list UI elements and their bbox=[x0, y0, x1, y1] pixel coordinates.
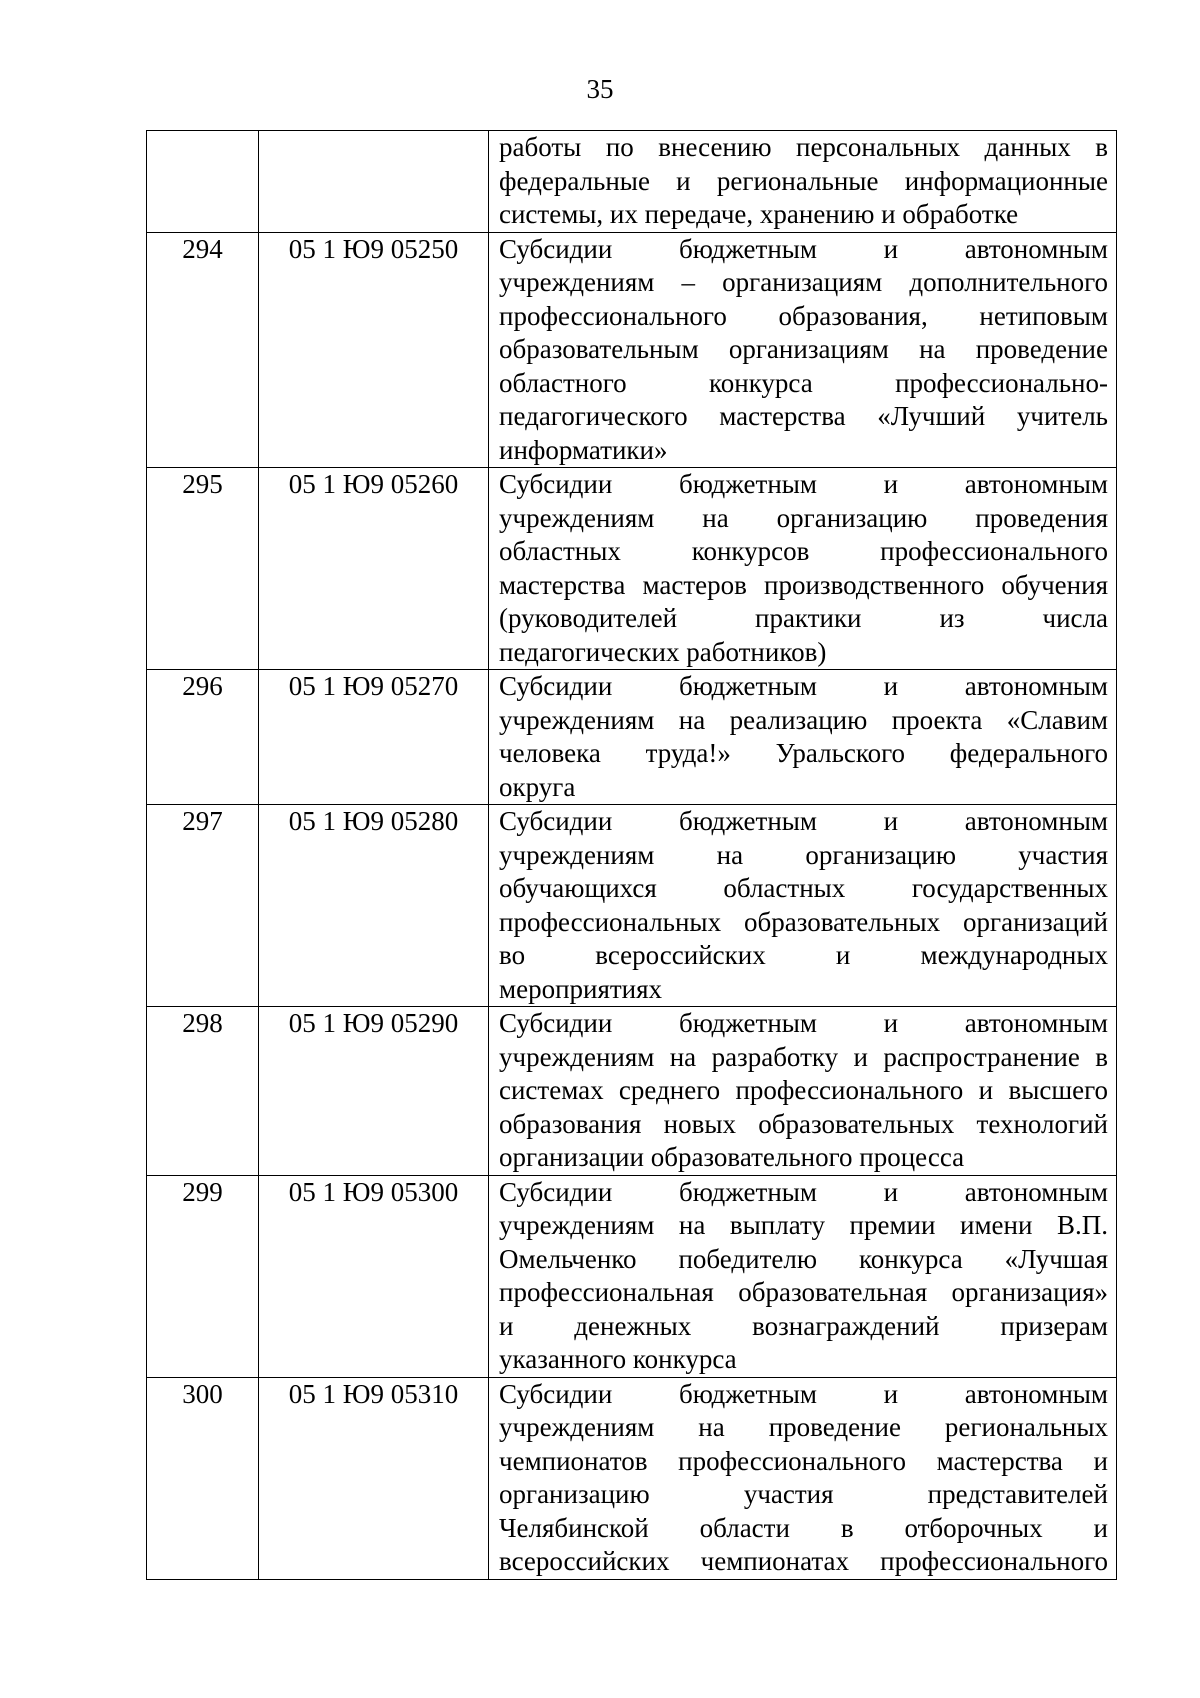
row-number-cell: 295 bbox=[147, 468, 259, 670]
description-line: мастерства мастеров производственного обучения bbox=[499, 569, 1108, 600]
row-number-cell: 300 bbox=[147, 1377, 259, 1579]
description-line: профессиональных образовательных организаций bbox=[499, 906, 1108, 937]
description-line: областного конкурса профессионально- bbox=[499, 367, 1108, 398]
table-row bbox=[147, 670, 1117, 805]
budget-code-cell: 05 1 Ю9 05250 bbox=[259, 232, 489, 468]
description-cell bbox=[489, 232, 1117, 468]
description-line: областных конкурсов профессионального bbox=[499, 536, 1108, 566]
description-line: профессиональная образовательная организация» bbox=[499, 1277, 1108, 1307]
description-cell bbox=[489, 805, 1117, 1007]
row-number-cell: 297 bbox=[147, 805, 259, 1007]
budget-code-cell: 05 1 Ю9 05270 bbox=[259, 670, 489, 805]
description-line: Омельченко победителю конкурса «Лучшая bbox=[499, 1243, 1108, 1274]
description-line: мероприятиях bbox=[499, 973, 663, 1004]
description-cell bbox=[489, 1175, 1117, 1377]
description-line: во всероссийских и международных bbox=[499, 940, 1108, 970]
description-line: учреждениям на разработку и распространение в bbox=[499, 1041, 1108, 1072]
description-cell bbox=[489, 1377, 1117, 1579]
budget-table bbox=[146, 130, 1117, 1580]
description-line: учреждениям на проведение региональных bbox=[499, 1412, 1108, 1442]
description-line: обучающихся областных государственных bbox=[499, 873, 1108, 903]
description-line: учреждениям на организацию участия bbox=[499, 839, 1108, 870]
row-number-cell bbox=[147, 131, 259, 233]
table-row bbox=[147, 232, 1117, 468]
description-cell bbox=[489, 131, 1117, 233]
description-line: системах среднего профессионального и высшего bbox=[499, 1075, 1108, 1105]
description-line: образовательным организациям на проведение bbox=[499, 334, 1108, 364]
description-line: учреждениям на реализацию проекта «Славим bbox=[499, 704, 1108, 735]
table-row bbox=[147, 805, 1117, 1007]
description-line: информатики» bbox=[499, 434, 668, 465]
row-number-cell: 296 bbox=[147, 670, 259, 805]
description-line: Субсидии бюджетным и автономным bbox=[499, 469, 1108, 499]
description-line: Субсидии бюджетным и автономным bbox=[499, 233, 1108, 264]
budget-code-cell: 05 1 Ю9 05300 bbox=[259, 1175, 489, 1377]
description-line: указанного конкурса bbox=[499, 1344, 737, 1374]
table-row bbox=[147, 468, 1117, 670]
description-line: (руководителей практики из числа bbox=[499, 603, 1108, 633]
table-row bbox=[147, 1377, 1117, 1579]
description-line: педагогических работников) bbox=[499, 636, 827, 667]
description-line: Субсидии бюджетным и автономным bbox=[499, 1378, 1108, 1409]
budget-code-cell: 05 1 Ю9 05310 bbox=[259, 1377, 489, 1579]
budget-code-cell: 05 1 Ю9 05260 bbox=[259, 468, 489, 670]
table-row bbox=[147, 131, 1117, 233]
budget-code-cell bbox=[259, 131, 489, 233]
description-line: учреждениям на организацию проведения bbox=[499, 502, 1108, 533]
description-line: округа bbox=[499, 771, 576, 802]
description-cell bbox=[489, 1007, 1117, 1176]
description-line: организацию участия представителей bbox=[499, 1479, 1108, 1509]
description-line: учреждениям – организациям дополнительного bbox=[499, 267, 1108, 297]
description-line: федеральные и региональные информационные bbox=[499, 165, 1108, 196]
description-line: работы по внесению персональных данных в bbox=[499, 132, 1108, 162]
description-cell bbox=[489, 670, 1117, 805]
description-line: педагогического мастерства «Лучший учитель bbox=[499, 401, 1108, 431]
description-cell bbox=[489, 468, 1117, 670]
description-line: Субсидии бюджетным и автономным bbox=[499, 671, 1108, 701]
row-number-cell: 299 bbox=[147, 1175, 259, 1377]
budget-code-cell: 05 1 Ю9 05290 bbox=[259, 1007, 489, 1176]
description-line: организации образовательного процесса bbox=[499, 1142, 965, 1172]
row-number-cell: 294 bbox=[147, 232, 259, 468]
description-line: всероссийских чемпионатах профессионального bbox=[499, 1546, 1108, 1576]
description-line: образования новых образовательных технологий bbox=[499, 1108, 1108, 1139]
description-line: Субсидии бюджетным и автономным bbox=[499, 806, 1108, 836]
row-number-cell: 298 bbox=[147, 1007, 259, 1176]
description-line: человека труда!» Уральского федерального bbox=[499, 738, 1108, 768]
table-row bbox=[147, 1007, 1117, 1176]
budget-code-cell: 05 1 Ю9 05280 bbox=[259, 805, 489, 1007]
description-line: Челябинской области в отборочных и bbox=[499, 1512, 1108, 1543]
page-number: 35 bbox=[586, 74, 614, 104]
description-line: Субсидии бюджетным и автономным bbox=[499, 1008, 1108, 1038]
description-line: и денежных вознаграждений призерам bbox=[499, 1310, 1108, 1341]
description-line: чемпионатов профессионального мастерства и bbox=[499, 1445, 1108, 1476]
description-line: профессионального образования, нетиповым bbox=[499, 300, 1108, 331]
table-row bbox=[147, 1175, 1117, 1377]
description-line: Субсидии бюджетным и автономным bbox=[499, 1176, 1108, 1207]
description-line: учреждениям на выплату премии имени В.П. bbox=[499, 1210, 1108, 1240]
description-line: системы, их передаче, хранению и обработке bbox=[499, 199, 1019, 229]
table-body bbox=[147, 131, 1117, 1580]
